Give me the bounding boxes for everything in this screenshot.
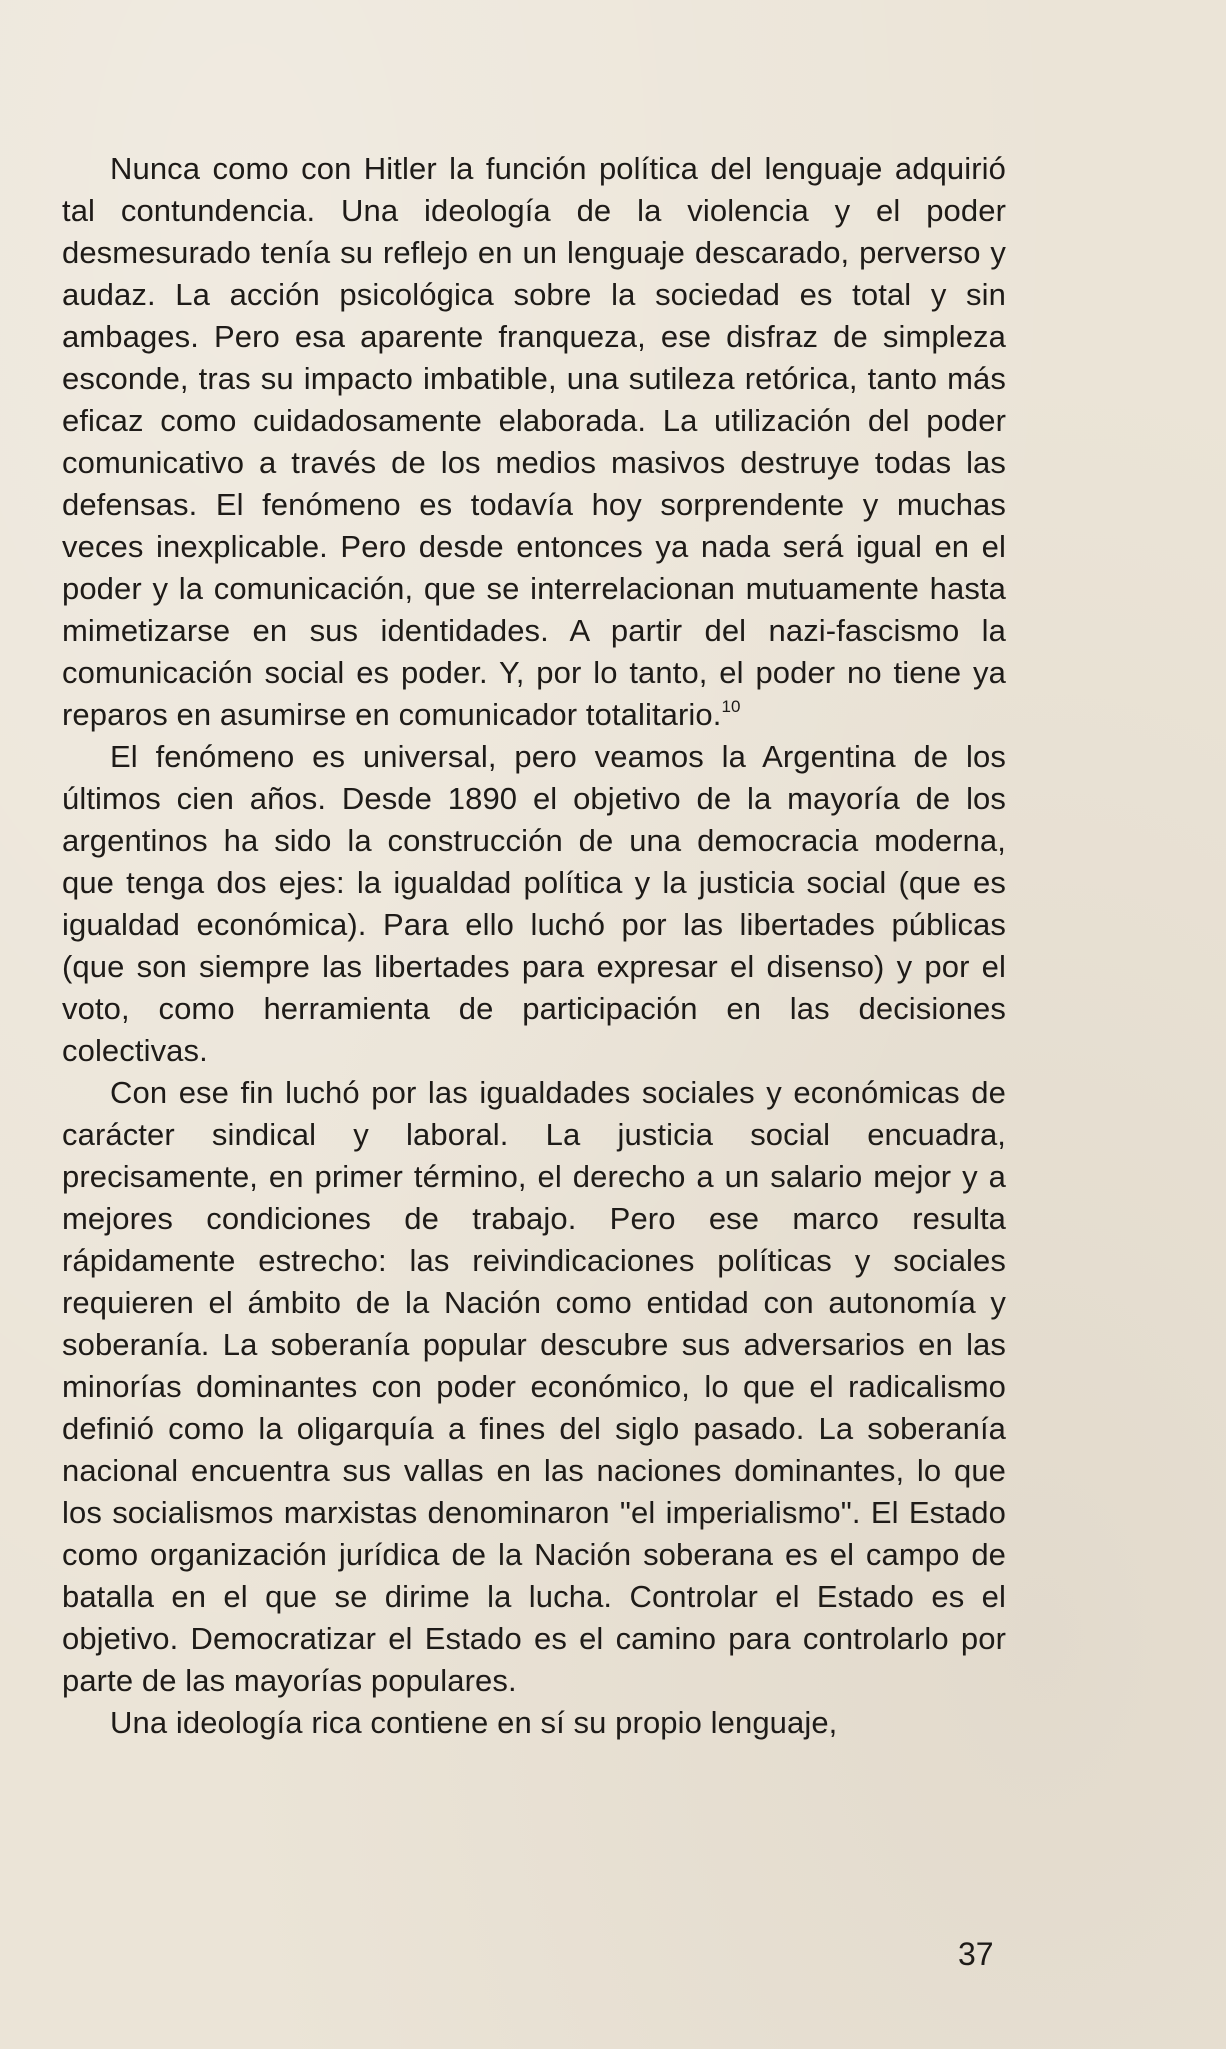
footnote-marker: 10: [721, 696, 741, 716]
page-number: 37: [958, 1936, 994, 1972]
paragraph-1: [62, 148, 1006, 736]
paragraph-4: [62, 1702, 1006, 1744]
paragraph-2-text: El fenómeno es universal, pero veamos la Argentina de los últimos cien años. Desde 1890 el objetivo de la mayoría de los argentinos ha sido la construcción de una democracia moderna, que tenga dos ejes: la igualdad política y la justicia social (que es igualdad económica). Para ello luchó por las libertades públicas (que son siempre las libertades para expresar el disenso) y por el voto, como herramienta de participación en las decisiones colectivas.: [62, 739, 1006, 1068]
paragraph-4-text: Una ideología rica contiene en sí su propio lenguaje,: [110, 1705, 838, 1740]
paragraph-3-text: Con ese fin luchó por las igualdades sociales y económicas de carácter sindical y laboral. La justicia social encuadra, precisamente, en primer término, el derecho a un salario mejor y a mejores condiciones de trabajo. Pero ese marco resulta rápidamente estrecho: las reivindicaciones políticas y sociales requieren el ámbito de la Nación como entidad con autonomía y soberanía. La soberanía popular descubre sus adversarios en las minorías dominantes con poder económico, lo que el radicalismo definió como la oligarquía a fines del siglo pasado. La soberanía nacional encuentra sus vallas en las naciones dominantes, lo que los socialismos marxistas denominaron "el imperialismo". El Estado como organización jurídica de la Nación soberana es el campo de batalla en el que se dirime la lucha. Controlar el Estado es el objetivo. Democratizar el Estado es el camino para controlarlo por parte de las mayorías populares.: [62, 1075, 1006, 1698]
paragraph-2: [62, 736, 1006, 1072]
body-text: [62, 148, 1006, 1744]
paragraph-3: [62, 1072, 1006, 1702]
paragraph-1-text: Nunca como con Hitler la función política del lenguaje adquirió tal contundencia. Una ideología de la violencia y el poder desmesurado tenía su reflejo en un lenguaje descarado, perverso y audaz. La acción psicológica sobre la sociedad es total y sin ambages. Pero esa aparente franqueza, ese disfraz de simpleza esconde, tras su impacto imbatible, una sutileza retórica, tanto más eficaz como cuidadosamente elaborada. La utilización del poder comunicativo a través de los medios masivos destruye todas las defensas. El fenómeno es todavía hoy sorprendente y muchas veces inexplicable. Pero desde entonces ya nada será igual en el poder y la comunicación, que se interrelacionan mutuamente hasta mimetizarse en sus identidades. A partir del nazi-fascismo la comunicación social es poder. Y, por lo tanto, el poder no tiene ya reparos en asumirse en comunicador totalitario.: [62, 151, 1006, 732]
